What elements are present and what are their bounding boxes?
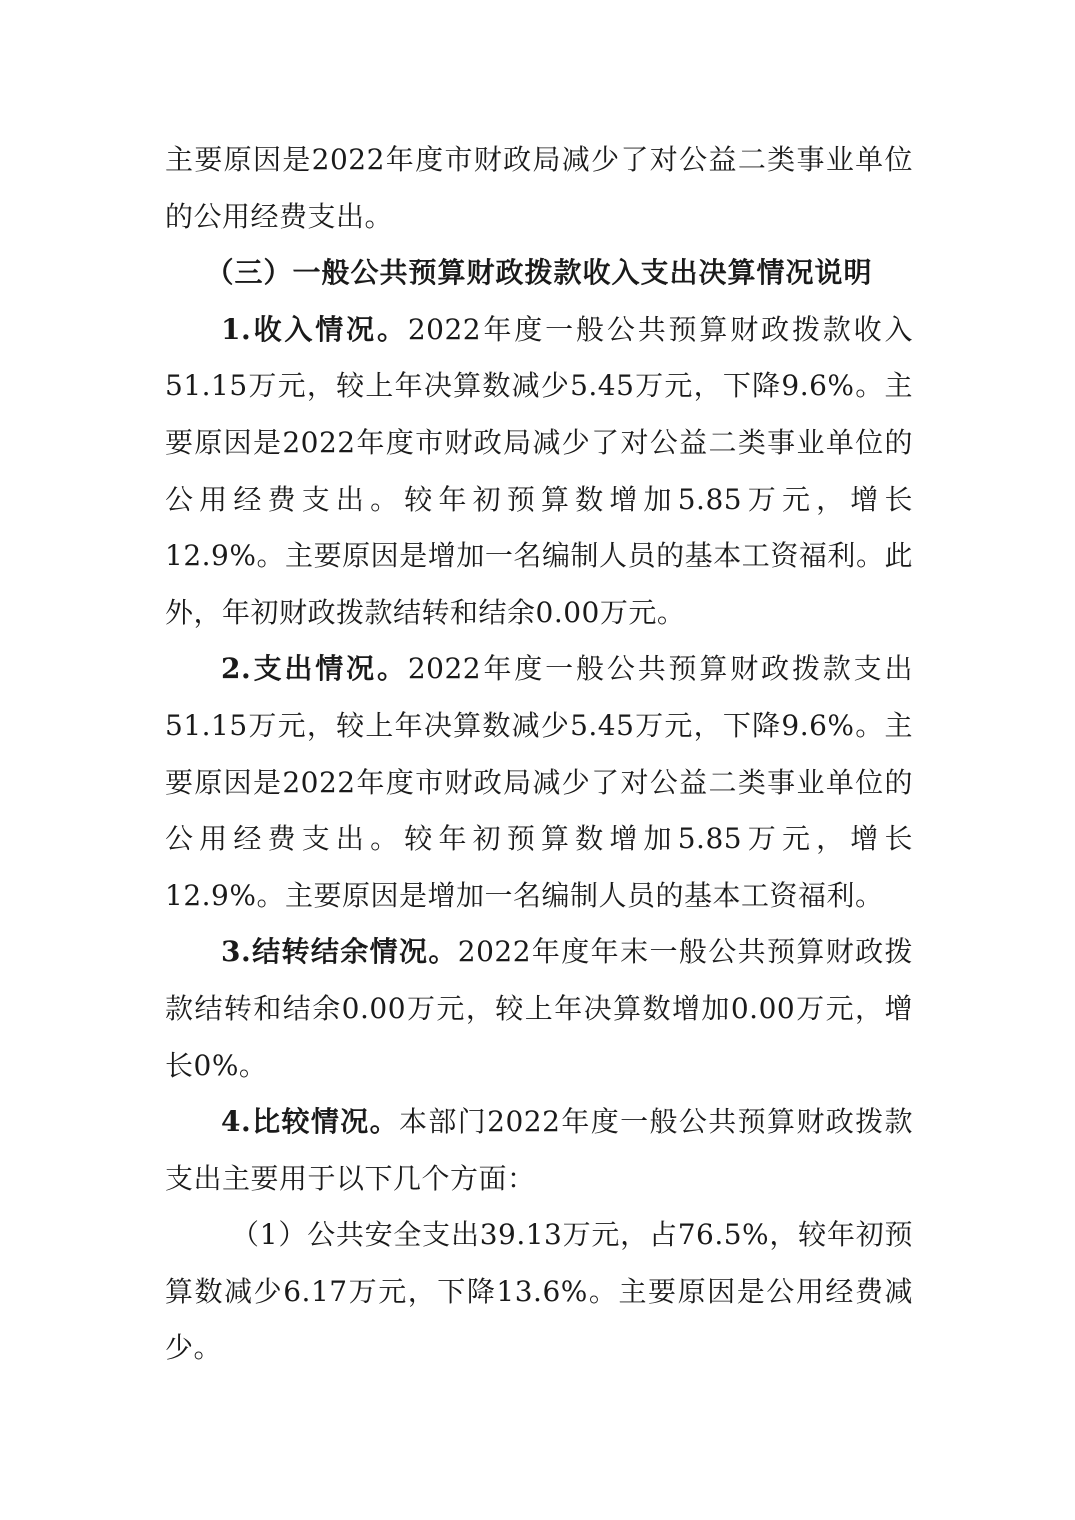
- carryover-paragraph: [165, 924, 913, 1094]
- expenditure-paragraph: [165, 641, 913, 924]
- expenditure-text: 2022年度一般公共预算财政拨款支出51.15万元，较上年决算数减少5.45万元，下降9.6%。主要原因是2022年度市财政局减少了对公益二类事业单位的公用经费支出。较年初预算数增加5.85万元，增长12.9%。主要原因是增加一名编制人员的基本工资福利。: [165, 652, 914, 912]
- income-lead: 1.收入情况。: [221, 312, 408, 346]
- public-security-paragraph: （1）公共安全支出39.13万元，占76.5%，较年初预算数减少6.17万元，下降13.6%。主要原因是公用经费减少。: [165, 1218, 913, 1365]
- comparison-paragraph: [165, 1094, 913, 1207]
- document-body: [165, 132, 913, 1377]
- income-text: 2022年度一般公共预算财政拨款收入51.15万元，较上年决算数减少5.45万元，下降9.6%。主要原因是2022年度市财政局减少了对公益二类事业单位的公用经费支出。较年初预算数增加5.85万元，增长12.9%。主要原因是增加一名编制人员的基本工资福利。此外，年初财政拨款结转和结余0.00万元。: [165, 312, 914, 629]
- carryover-lead: 3.结转结余情况。: [221, 935, 458, 969]
- section-heading: （三）一般公共预算财政拨款收入支出决算情况说明: [205, 256, 873, 290]
- comparison-text: 本部门2022年度一般公共预算财政拨款支出主要用于以下几个方面：: [165, 1105, 914, 1195]
- comparison-lead: 4.比较情况。: [221, 1105, 400, 1139]
- carryover-text: 2022年度年末一般公共预算财政拨款结转和结余0.00万元，较上年决算数增加0.00万元，增长0%。: [165, 935, 913, 1082]
- continuation-paragraph: 主要原因是2022年度市财政局减少了对公益二类事业单位的公用经费支出。: [165, 143, 913, 233]
- income-paragraph: [165, 302, 913, 642]
- expenditure-lead: 2.支出情况。: [221, 652, 408, 686]
